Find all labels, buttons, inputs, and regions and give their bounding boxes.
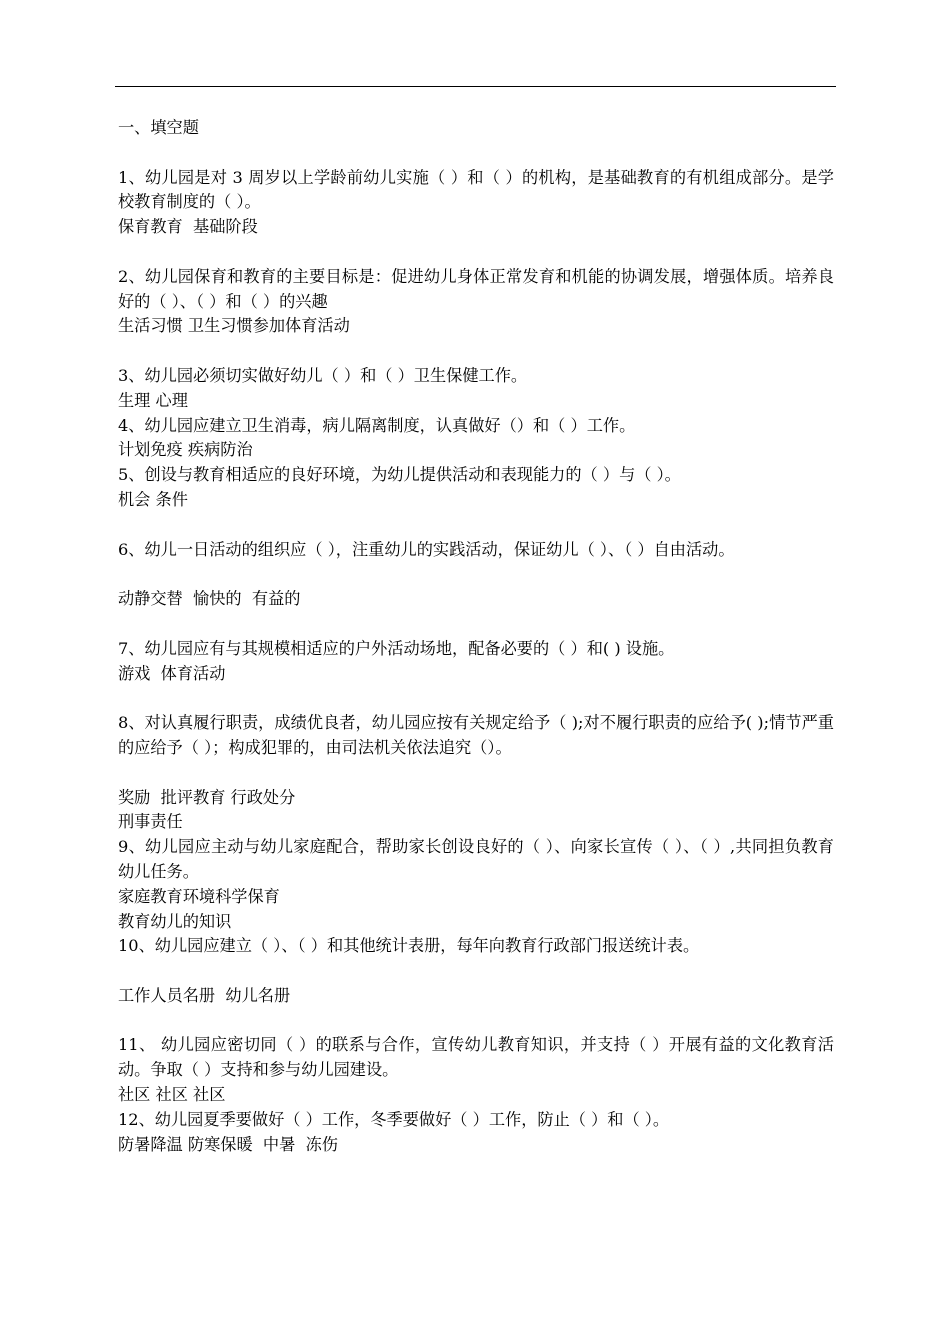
- question-9: 9、幼儿园应主动与幼儿家庭配合，帮助家长创设良好的（ ）、向家长宣传（ ）、（ ）,共同担负教育幼儿任务。: [118, 837, 834, 881]
- document-body: [118, 116, 834, 1157]
- question-3: 3、幼儿园必须切实做好幼儿（ ）和（ ）卫生保健工作。: [118, 365, 528, 385]
- answer-4: 计划免疫 疾病防治: [118, 440, 253, 460]
- answer-10: 工作人员名册 幼儿名册: [118, 985, 291, 1005]
- question-6: 6、幼儿一日活动的组织应（ ），注重幼儿的实践活动，保证幼儿（ ）、（ ）自由活动。: [118, 539, 735, 559]
- question-11: 11、 幼儿园应密切同（ ）的联系与合作，宣传幼儿教育知识，并支持（ ）开展有益的文化教育活动。争取（ ）支持和参与幼儿园建设。: [118, 1035, 834, 1080]
- answer-5: 机会 条件: [118, 489, 188, 509]
- answer-2: 生活习惯 卫生习惯参加体育活动: [118, 316, 350, 336]
- answer-8-line-2: 刑事责任: [118, 812, 183, 832]
- question-1: 1、幼儿园是对 3 周岁以上学龄前幼儿实施（ ）和（ ）的机构，是基础教育的有机组成部分。是学校教育制度的（ ）。: [118, 167, 834, 212]
- section-title: 一、填空题: [118, 118, 199, 137]
- header-rule: [115, 86, 836, 87]
- answer-6: 动静交替 愉快的 有益的: [118, 589, 301, 609]
- question-4: 4、幼儿园应建立卫生消毒，病儿隔离制度，认真做好（）和（ ）工作。: [118, 415, 636, 435]
- answer-12: 防暑降温 防寒保暖 中暑 冻伤: [118, 1134, 338, 1154]
- answer-1: 保育教育 基础阶段: [118, 217, 258, 237]
- question-10: 10、幼儿园应建立（ ）、（ ）和其他统计表册，每年向教育行政部门报送统计表。: [118, 936, 700, 956]
- answer-9-line-2: 教育幼儿的知识: [118, 911, 232, 931]
- question-12: 12、幼儿园夏季要做好（ ）工作，冬季要做好（ ）工作，防止（ ）和（ ）。: [118, 1109, 670, 1129]
- question-2: 2、幼儿园保育和教育的主要目标是：促进幼儿身体正常发育和机能的协调发展，增强体质。培养良好的（ ）、（ ）和（ ）的兴趣: [118, 266, 834, 311]
- answer-3: 生理 心理: [118, 390, 188, 410]
- answer-11: 社区 社区 社区: [118, 1085, 226, 1105]
- question-7: 7、幼儿园应有与其规模相适应的户外活动场地，配备必要的（ ）和( ) 设施。: [118, 638, 675, 658]
- question-5: 5、创设与教育相适应的良好环境，为幼儿提供活动和表现能力的（ ）与（ ）。: [118, 465, 681, 485]
- answer-9-line-1: 家庭教育环境科学保育: [118, 886, 280, 906]
- question-8: 8、对认真履行职责，成绩优良者，幼儿园应按有关规定给予（ );对不履行职责的应给予( );情节严重的应给予（ ）；构成犯罪的，由司法机关依法追究（）。: [118, 713, 834, 757]
- answer-7: 游戏 体育活动: [118, 663, 226, 683]
- answer-8-line-1: 奖励 批评教育 行政处分: [118, 787, 296, 807]
